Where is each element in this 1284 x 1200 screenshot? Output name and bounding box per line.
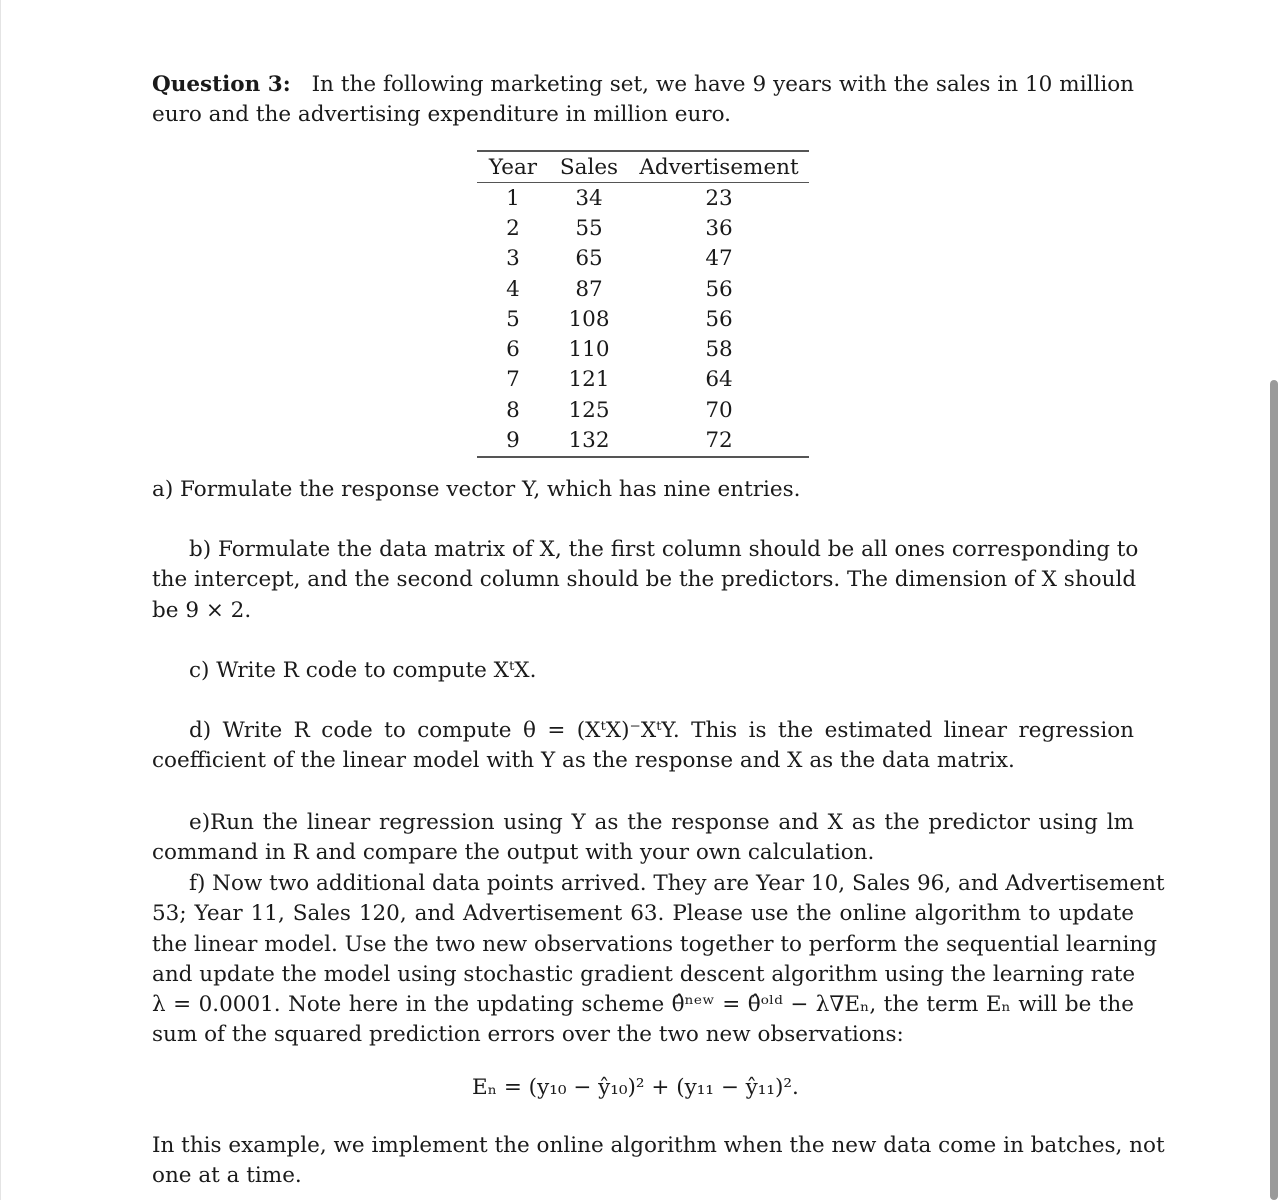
advertisement-cell: 58 (705, 337, 733, 363)
part-f-line-2: 53; Year 11, Sales 120, and Advertisement 63. Please use the online algorithm to update (152, 901, 1134, 927)
part-a (152, 475, 1134, 505)
sales-cell: 110 (568, 337, 610, 363)
year-cell: 3 (506, 246, 520, 272)
table-row (477, 365, 809, 395)
advertisement-cell: 56 (705, 276, 733, 302)
marketing-table (477, 150, 809, 458)
year-cell: 9 (506, 428, 520, 454)
advertisement-cell: 70 (705, 397, 733, 423)
part-b-line-1: b) Formulate the data matrix of X, the first column should be all ones corresponding to (189, 537, 1139, 562)
part-e (152, 808, 1134, 869)
sales-cell: 87 (575, 276, 603, 302)
part-b-line-2: the intercept, and the second column should be the predictors. The dimension of X should (152, 567, 1137, 593)
table-row (477, 425, 809, 456)
part-f-line-1: f) Now two additional data points arrived. They are Year 10, Sales 96, and Advertisement (189, 871, 1165, 896)
year-cell: 7 (506, 367, 520, 393)
vertical-scrollbar[interactable] (1270, 380, 1278, 1200)
closing-line-2: one at a time. (152, 1163, 302, 1189)
intro-line-1: In the following marketing set, we have 9 years with the sales in 10 million (311, 72, 1134, 97)
year-cell: 8 (506, 397, 520, 423)
sales-cell: 65 (575, 246, 603, 272)
advertisement-cell: 64 (705, 367, 733, 393)
advertisement-cell: 23 (705, 185, 733, 211)
table-row (477, 244, 809, 274)
header-year: Year (477, 151, 549, 183)
part-e-line-2: command in R and compare the output with your own calculation. (152, 840, 875, 866)
part-f (152, 869, 1165, 1051)
table-header-row (477, 151, 809, 183)
closing-paragraph (152, 1131, 1165, 1192)
header-advertisement: Advertisement (629, 151, 809, 183)
year-cell: 1 (506, 185, 520, 211)
sales-cell: 125 (568, 397, 610, 423)
table-row (477, 395, 809, 425)
table-row (477, 213, 809, 243)
part-b-line-3: be 9 × 2. (152, 597, 252, 623)
part-a-text: a) Formulate the response vector Y, which has nine entries. (152, 477, 801, 502)
year-cell: 5 (506, 306, 520, 332)
table-row (477, 274, 809, 304)
advertisement-cell: 72 (705, 428, 733, 454)
part-d (152, 716, 1134, 777)
question-label: Question 3: (152, 72, 291, 97)
part-b (152, 535, 1139, 626)
year-cell: 6 (506, 337, 520, 363)
header-sales: Sales (549, 151, 629, 183)
part-f-line-3: the linear model. Use the two new observations together to perform the sequential learning (152, 931, 1157, 957)
table-row (477, 304, 809, 334)
part-f-line-4: and update the model using stochastic gradient descent algorithm using the learning rate (152, 961, 1136, 987)
part-f-line-5: λ = 0.0001. Note here in the updating scheme θ̂ⁿᵉʷ = θ̂ᵒˡᵈ − λ∇Eₙ, the term Eₙ will be the (152, 992, 1134, 1018)
intro-line-2: euro and the advertising expenditure in million euro. (152, 102, 731, 128)
part-d-line-1: d) Write R code to compute θ = (XᵗX)⁻XᵗY. This is the estimated linear regression (189, 718, 1134, 743)
year-cell: 2 (506, 215, 520, 241)
question-intro (152, 70, 1134, 131)
part-f-line-6: sum of the squared prediction errors over the two new observations: (152, 1022, 904, 1048)
table-body (477, 183, 809, 457)
closing-line-1: In this example, we implement the online algorithm when the new data come in batches, not (152, 1133, 1165, 1158)
part-c-text: c) Write R code to compute XᵗX. (189, 658, 537, 683)
advertisement-cell: 56 (705, 306, 733, 332)
sales-cell: 132 (568, 428, 610, 454)
sales-cell: 121 (568, 367, 610, 393)
advertisement-cell: 47 (705, 246, 733, 272)
table-row (477, 183, 809, 214)
advertisement-cell: 36 (705, 215, 733, 241)
part-d-line-2: coefficient of the linear model with Y as the response and X as the data matrix. (152, 748, 1015, 774)
year-cell: 4 (506, 276, 520, 302)
table-row (477, 334, 809, 364)
sales-cell: 108 (568, 306, 610, 332)
sales-cell: 34 (575, 185, 603, 211)
sales-cell: 55 (575, 215, 603, 241)
part-e-line-1: e)Run the linear regression using Y as the response and X as the predictor using lm (189, 810, 1134, 835)
error-equation: Eₙ = (y₁₀ − ŷ₁₀)² + (y₁₁ − ŷ₁₁)². (472, 1075, 799, 1100)
part-c (152, 656, 1134, 686)
